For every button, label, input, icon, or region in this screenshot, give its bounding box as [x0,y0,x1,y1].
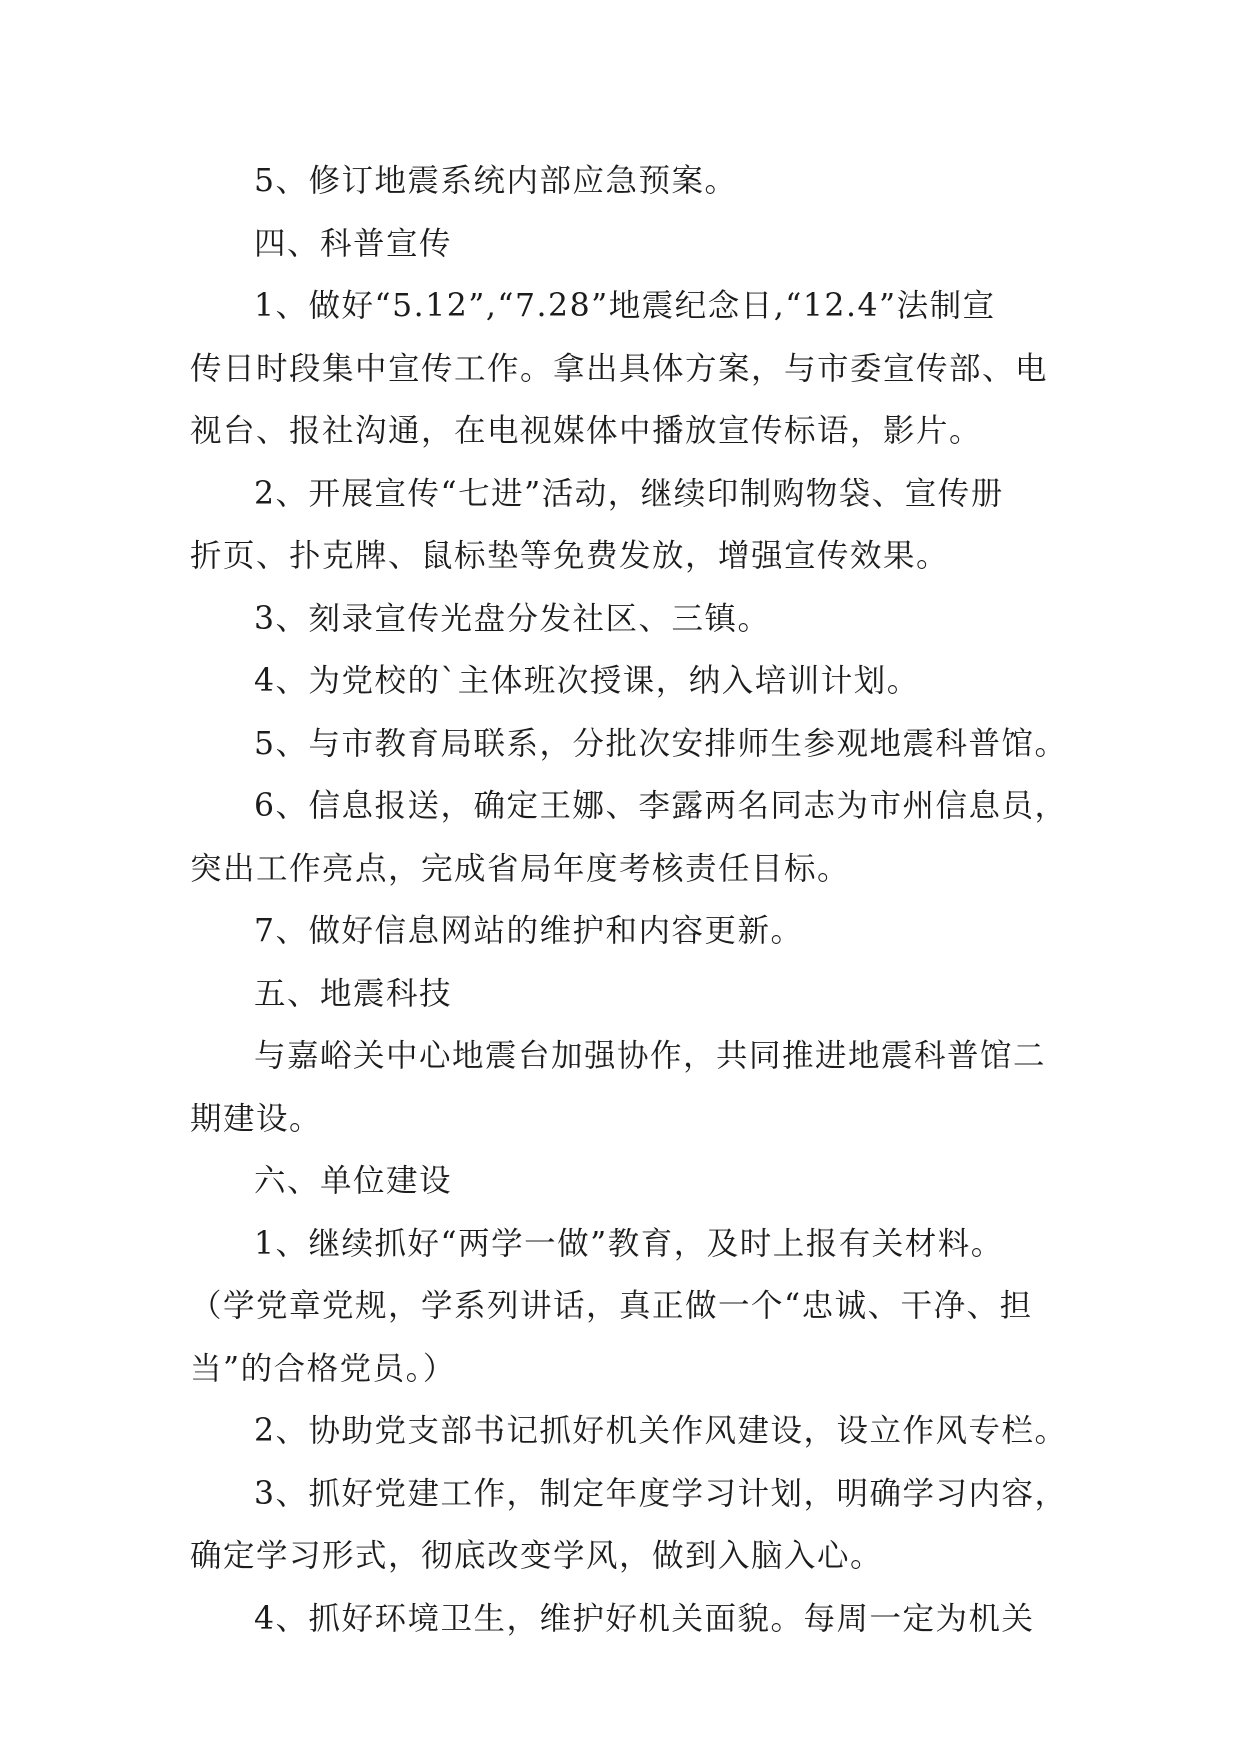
text-line: 7、做好信息网站的维护和内容更新。 [254,913,804,949]
text-line: 传日时段集中宣传工作。拿出具体方案，与市委宣传部、电 [190,350,1049,387]
text-line: 2、协助党支部书记抓好机关作风建设，设立作风专栏。 [254,1413,1068,1449]
text-line: 突出工作亮点，完成省局年度考核责任目标。 [190,850,851,887]
text-line: 1、做好“5.12”,“7.28”地震纪念日,“12.4”法制宣 [254,288,996,324]
text-line: 确定学习形式，彻底改变学风，做到入脑入心。 [190,1538,884,1574]
text-line: 3、抓好党建工作，制定年度学习计划，明确学习内容， [254,1475,1068,1512]
text-line: 6、信息报送，确定王娜、李露两名同志为市州信息员， [254,788,1068,824]
text-line: 期建设。 [190,1100,323,1137]
text-line: 4、为党校的`主体班次授课，纳入培训计划。 [254,663,920,699]
text-line: 视台、报社沟通，在电视媒体中播放宣传标语，影片。 [190,413,983,449]
text-line: 当”的合格党员。） [190,1350,456,1387]
text-line: 与嘉峪关中心地震台加强协作，共同推进地震科普馆二 [254,1038,1047,1074]
text-line: 4、抓好环境卫生，维护好机关面貌。每周一定为机关 [254,1600,1035,1637]
section-heading: 六、单位建设 [254,1163,453,1199]
section-heading: 四、科普宣传 [254,225,453,262]
text-line: （学党章党规，学系列讲话，真正做一个“忠诚、干净、担 [190,1288,1033,1324]
text-line: 5、修订地震系统内部应急预案。 [254,163,738,199]
text-line: 2、开展宣传“七进”活动，继续印制购物袋、宣传册 [254,475,1004,512]
text-line: 5、与市教育局联系，分批次安排师生参观地震科普馆。 [254,725,1068,762]
text-line: 1、继续抓好“两学一做”教育，及时上报有关材料。 [254,1225,1004,1262]
text-line: 3、刻录宣传光盘分发社区、三镇。 [254,600,771,637]
section-heading: 五、地震科技 [254,975,453,1012]
document-body [190,150,1068,1650]
text-line: 折页、扑克牌、鼠标垫等免费发放，增强宣传效果。 [190,538,950,574]
